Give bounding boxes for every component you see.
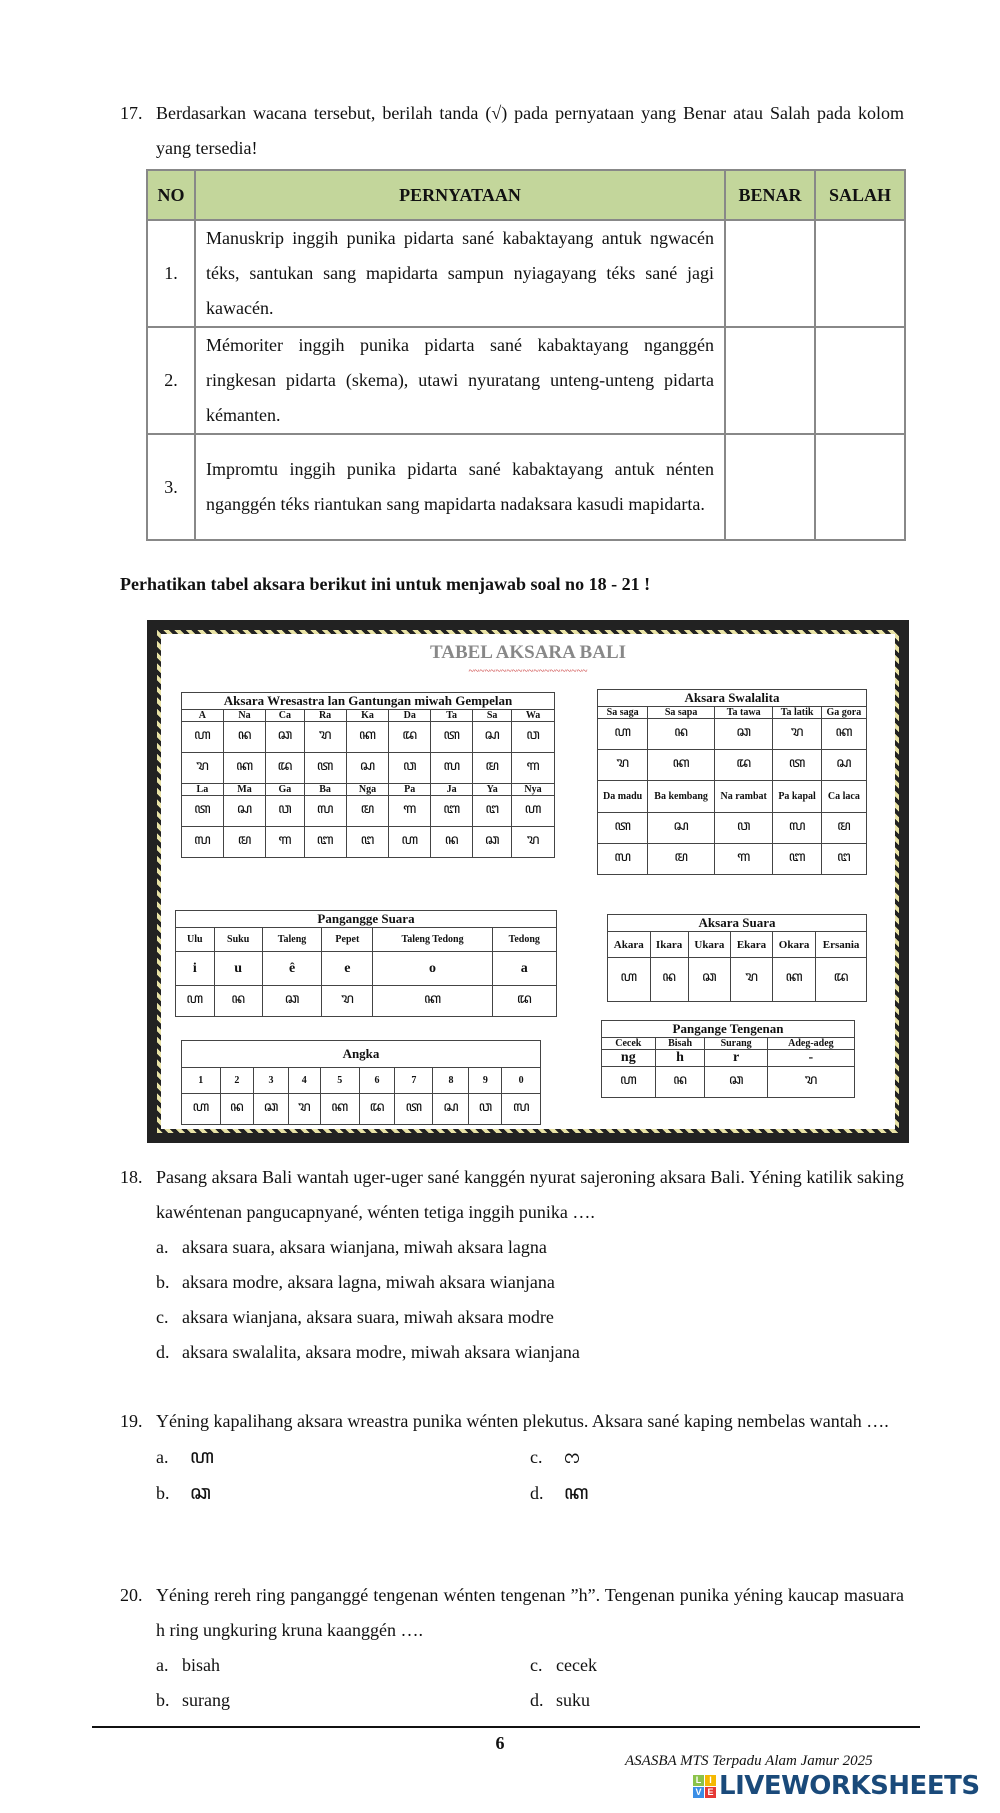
question-text: Yéning rereh ring panganggé tengenan wénten tengenan ”h”. Tengenan punika yéning kaucap masuara h ring ungkuring kruna kaanggén …. bbox=[156, 1585, 904, 1640]
balinese-glyph-icon: ꦢ bbox=[816, 958, 867, 1002]
balinese-glyph-icon: ꦭ bbox=[304, 796, 346, 827]
cell-label: Pa kapal bbox=[773, 781, 821, 813]
question-19 bbox=[120, 1404, 904, 1511]
cell-label: La bbox=[182, 784, 224, 796]
cell-label: Ca laca bbox=[821, 781, 866, 813]
balinese-glyph-icon: ꦲ bbox=[512, 796, 555, 827]
option-letter: c. bbox=[530, 1447, 543, 1467]
balinese-glyph-icon: ꦒ bbox=[266, 827, 304, 858]
balinese-glyph-icon: ꦱ bbox=[346, 753, 389, 784]
cell-label: u bbox=[214, 952, 262, 986]
balinese-glyph-icon: ꦕ bbox=[688, 958, 731, 1002]
option-text: aksara wianjana, aksara suara, miwah aksara modre bbox=[182, 1307, 554, 1327]
balinese-glyph-icon: ꦲ bbox=[190, 1444, 214, 1468]
option-c[interactable] bbox=[530, 1648, 904, 1683]
cell-label: Ta latik bbox=[773, 707, 821, 719]
cell-label: a bbox=[492, 952, 556, 986]
statement-text: Mémoriter inggih punika pidarta sané kabaktayang nganggén ringkesan pidarta (skema), utawi nyuratang unteng-unteng pidarta kémanten. bbox=[195, 327, 725, 434]
wresastra-table bbox=[181, 692, 555, 858]
cell-label: 9 bbox=[469, 1068, 502, 1094]
balinese-glyph-icon: ꦏ bbox=[564, 1480, 589, 1504]
cell-label: r bbox=[705, 1050, 767, 1067]
balinese-glyph-icon: ꦠ bbox=[304, 753, 346, 784]
cell-label: 0 bbox=[502, 1068, 541, 1094]
question-text: Yéning kapalihang aksara wreastra punika wénten plekutus. Aksara sané kaping nembelas wantah …. bbox=[156, 1411, 889, 1431]
cell-label: Wa bbox=[512, 710, 555, 722]
balinese-glyph-icon: ꦩ bbox=[473, 753, 512, 784]
option-text: bisah bbox=[182, 1655, 220, 1675]
option-a[interactable] bbox=[156, 1439, 530, 1475]
balinese-glyph-icon: ꦭ bbox=[182, 827, 224, 858]
balinese-glyph-icon: ꦢ bbox=[492, 986, 556, 1017]
cell-label: Ikara bbox=[650, 932, 688, 958]
balinese-glyph-icon: ꦕ bbox=[473, 827, 512, 858]
cell-label: Akara bbox=[608, 932, 651, 958]
balinese-glyph-icon: ꦕ bbox=[266, 722, 304, 753]
cell-label: Suku bbox=[214, 928, 262, 952]
option-text: cecek bbox=[556, 1655, 597, 1675]
cell-label: Ca bbox=[266, 710, 304, 722]
cell-label: Na bbox=[223, 710, 266, 722]
balinese-glyph-icon: ꦧ bbox=[431, 796, 473, 827]
true-false-table bbox=[146, 169, 906, 541]
row-number: 3. bbox=[147, 434, 195, 540]
table-row bbox=[147, 434, 905, 540]
pangangge-suara-table bbox=[175, 910, 557, 1017]
balinese-glyph-icon: ꦔ bbox=[346, 827, 389, 858]
balinese-glyph-icon: ꦏ bbox=[346, 722, 389, 753]
balinese-glyph-icon: ꦏ bbox=[821, 719, 866, 750]
swalalita-table bbox=[597, 689, 867, 875]
logo-letter: L bbox=[693, 1775, 704, 1786]
balinese-glyph-icon: ꦔ bbox=[821, 844, 866, 875]
cell-label: Pepet bbox=[322, 928, 373, 952]
option-text: aksara swalalita, aksara modre, miwah aksara wianjana bbox=[182, 1342, 580, 1362]
statement-text: Manuskrip inggih punika pidarta sané kabaktayang antuk ngwacén téks, santukan sang mapidarta sampun nyiagayang téks sané jagi kawacén. bbox=[195, 220, 725, 327]
question-20 bbox=[120, 1578, 904, 1718]
live-logo-icon bbox=[693, 1775, 716, 1798]
balinese-glyph-icon: ꦢ bbox=[266, 753, 304, 784]
option-text: surang bbox=[182, 1690, 230, 1710]
cell-label: Ma bbox=[223, 784, 266, 796]
option-letter: c. bbox=[530, 1655, 543, 1675]
row-number: 1. bbox=[147, 220, 195, 327]
question-number: 17. bbox=[120, 103, 143, 123]
cell-label: Ersania bbox=[816, 932, 867, 958]
question-18 bbox=[120, 1160, 904, 1370]
cell-label: Ulu bbox=[176, 928, 215, 952]
balinese-glyph-icon: ꦭ bbox=[598, 844, 648, 875]
cell-label: A bbox=[182, 710, 224, 722]
cell-label: Ra bbox=[304, 710, 346, 722]
balinese-glyph-icon: ꦩ bbox=[821, 813, 866, 844]
balinese-glyph-icon: ꦧ bbox=[304, 827, 346, 858]
answer-true-cell[interactable] bbox=[725, 327, 815, 434]
cell-label: Tedong bbox=[492, 928, 556, 952]
angka-table bbox=[181, 1040, 541, 1125]
question-number: 18. bbox=[120, 1167, 143, 1187]
answer-true-cell[interactable] bbox=[725, 434, 815, 540]
balinese-glyph-icon: ꦱ bbox=[821, 750, 866, 781]
balinese-glyph-icon: ꦫ bbox=[322, 986, 373, 1017]
cell-label: Ja bbox=[431, 784, 473, 796]
balinese-glyph-icon: ꦲ bbox=[389, 827, 431, 858]
cell-label: ng bbox=[602, 1050, 656, 1067]
cell-label: Nya bbox=[512, 784, 555, 796]
footer-divider bbox=[92, 1726, 920, 1728]
answer-true-cell[interactable] bbox=[725, 220, 815, 327]
cell-label: 7 bbox=[395, 1068, 433, 1094]
balinese-subtitle: ~~~~~~~~~~~~~~~~~~~~~~ bbox=[468, 666, 588, 677]
question-17 bbox=[120, 96, 904, 166]
cell-label: Na rambat bbox=[714, 781, 772, 813]
balinese-glyph-icon: ꦫ bbox=[598, 750, 648, 781]
cell-label: Ba kembang bbox=[648, 781, 715, 813]
cell-label: Surang bbox=[705, 1038, 767, 1050]
aksara-suara-table bbox=[607, 914, 867, 1002]
cell-label: 6 bbox=[359, 1068, 394, 1094]
balinese-glyph-icon: ꦤ bbox=[220, 1094, 254, 1125]
header-false: SALAH bbox=[815, 170, 905, 220]
cell-label: Sa sapa bbox=[648, 707, 715, 719]
balinese-glyph-icon: ꦒ bbox=[714, 844, 772, 875]
cell-label: Bisah bbox=[655, 1038, 705, 1050]
balinese-glyph-icon: ꦲ bbox=[608, 958, 651, 1002]
balinese-glyph-icon: ꦢ bbox=[359, 1094, 394, 1125]
statement-text: Impromtu inggih punika pidarta sané kabaktayang antuk nénten nganggén téks riantukan sang mapidarta nadaksara kasudi mapidarta. bbox=[195, 434, 725, 540]
balinese-glyph-icon: ꦮ bbox=[469, 1094, 502, 1125]
balinese-glyph-icon: ꦒ bbox=[512, 753, 555, 784]
option-letter: a. bbox=[156, 1447, 169, 1467]
option-d[interactable] bbox=[530, 1683, 904, 1718]
option-letter: d. bbox=[156, 1342, 170, 1362]
balinese-glyph-icon: ꦏ bbox=[772, 958, 815, 1002]
balinese-glyph-icon: ꦤ bbox=[214, 986, 262, 1017]
cell-label: e bbox=[322, 952, 373, 986]
cell-label: 4 bbox=[288, 1068, 320, 1094]
balinese-glyph-icon: ꦱ bbox=[433, 1094, 469, 1125]
logo-letter: I bbox=[705, 1775, 716, 1786]
answer-false-cell[interactable] bbox=[815, 220, 905, 327]
balinese-glyph-icon: ꦫ bbox=[767, 1067, 854, 1098]
cell-label: Ya bbox=[473, 784, 512, 796]
cell-label: h bbox=[655, 1050, 705, 1067]
cell-label: Ga gora bbox=[821, 707, 866, 719]
balinese-glyph-icon: ꦕ bbox=[254, 1094, 289, 1125]
cell-label: Nga bbox=[346, 784, 389, 796]
option-text: suku bbox=[556, 1690, 591, 1710]
option-letter: b. bbox=[156, 1483, 170, 1503]
table-title: Aksara Swalalita bbox=[598, 690, 867, 707]
balinese-glyph-icon: ꦫ bbox=[731, 958, 773, 1002]
balinese-glyph-icon: ꦏ bbox=[223, 753, 266, 784]
cell-label: Ga bbox=[266, 784, 304, 796]
cell-label: Cecek bbox=[602, 1038, 656, 1050]
option-a[interactable] bbox=[156, 1648, 530, 1683]
option-letter: a. bbox=[156, 1655, 169, 1675]
cell-label: Ta bbox=[431, 710, 473, 722]
balinese-glyph-icon: ꦫ bbox=[512, 827, 555, 858]
option-text: aksara suara, aksara wianjana, miwah aksara lagna bbox=[182, 1237, 547, 1257]
balinese-glyph-icon: ꦲ bbox=[598, 719, 648, 750]
table-row bbox=[147, 327, 905, 434]
balinese-glyph-icon: ꦲ bbox=[182, 722, 224, 753]
balinese-glyph-icon: ꦠ bbox=[598, 813, 648, 844]
option-d[interactable] bbox=[156, 1335, 904, 1370]
table-title: Aksara Suara bbox=[608, 915, 867, 932]
cell-label: Ekara bbox=[731, 932, 773, 958]
table-title: Aksara Wresastra lan Gantungan miwah Gempelan bbox=[182, 693, 555, 710]
cell-label: Taleng Tedong bbox=[373, 928, 492, 952]
option-b[interactable] bbox=[156, 1475, 530, 1511]
balinese-glyph-icon: ꦔ bbox=[473, 796, 512, 827]
table-title: Pangange Tengenan bbox=[602, 1021, 855, 1038]
balinese-glyph-icon: ꦏ bbox=[373, 986, 492, 1017]
balinese-glyph-icon: ꦕ bbox=[262, 986, 321, 1017]
option-d[interactable] bbox=[530, 1475, 904, 1511]
table-row bbox=[147, 220, 905, 327]
cell-label: Ka bbox=[346, 710, 389, 722]
balinese-glyph-icon: ꦠ bbox=[431, 722, 473, 753]
balinese-glyph-icon: ꦏ bbox=[648, 750, 715, 781]
cell-label: ê bbox=[262, 952, 321, 986]
cell-label: 8 bbox=[433, 1068, 469, 1094]
header-statement: PERNYATAAN bbox=[195, 170, 725, 220]
balinese-glyph-icon: ᦂ bbox=[564, 1444, 580, 1468]
page-number: 6 bbox=[495, 1733, 505, 1753]
cell-label: Okara bbox=[772, 932, 815, 958]
question-number: 20. bbox=[120, 1585, 143, 1605]
balinese-glyph-icon: ꦮ bbox=[389, 753, 431, 784]
cell-label: Ukara bbox=[688, 932, 731, 958]
header-no: NO bbox=[147, 170, 195, 220]
table-title: Pangangge Suara bbox=[176, 911, 557, 928]
option-letter: c. bbox=[156, 1307, 169, 1327]
balinese-glyph-icon: ꦤ bbox=[650, 958, 688, 1002]
balinese-glyph-icon: ꦱ bbox=[648, 813, 715, 844]
balinese-glyph-icon: ꦩ bbox=[648, 844, 715, 875]
cell-label: 1 bbox=[182, 1068, 221, 1094]
balinese-glyph-icon: ꦲ bbox=[182, 1094, 221, 1125]
cell-label: Sa saga bbox=[598, 707, 648, 719]
cell-label: Sa bbox=[473, 710, 512, 722]
question-text: Pasang aksara Bali wantah uger-uger sané kanggén nyurat sajeroning aksara Bali. Yéning katilik saking kawéntenan pangucapnyané, wénten tetiga inggih punika …. bbox=[156, 1167, 904, 1222]
balinese-glyph-icon: ꦲ bbox=[602, 1067, 656, 1098]
cell-label: i bbox=[176, 952, 215, 986]
balinese-glyph-icon: ꦕ bbox=[714, 719, 772, 750]
balinese-glyph-icon: ꦢ bbox=[714, 750, 772, 781]
balinese-glyph-icon: ꦩ bbox=[223, 827, 266, 858]
pangange-tengenan-table bbox=[601, 1020, 855, 1098]
option-b[interactable] bbox=[156, 1683, 530, 1718]
option-b[interactable] bbox=[156, 1265, 904, 1300]
answer-false-cell[interactable] bbox=[815, 434, 905, 540]
balinese-glyph-icon: ꦢ bbox=[389, 722, 431, 753]
balinese-glyph-icon: ꦮ bbox=[512, 722, 555, 753]
balinese-glyph-icon: ꦱ bbox=[473, 722, 512, 753]
option-text: aksara modre, aksara lagna, miwah aksara wianjana bbox=[182, 1272, 555, 1292]
balinese-glyph-icon: ꦭ bbox=[773, 813, 821, 844]
option-letter: a. bbox=[156, 1237, 169, 1257]
cell-label: 5 bbox=[320, 1068, 359, 1094]
balinese-glyph-icon: ꦫ bbox=[182, 753, 224, 784]
option-letter: b. bbox=[156, 1272, 170, 1292]
option-c[interactable] bbox=[530, 1439, 904, 1475]
question-number: 19. bbox=[120, 1411, 143, 1431]
balinese-glyph-icon: ꦕ bbox=[190, 1480, 211, 1504]
balinese-glyph-icon: ꦠ bbox=[182, 796, 224, 827]
instruction-text: Perhatikan tabel aksara berikut ini untuk menjawab soal no 18 - 21 ! bbox=[120, 574, 651, 594]
cell-label: Da madu bbox=[598, 781, 648, 813]
question-text: Berdasarkan wacana tersebut, berilah tanda (√) pada pernyataan yang Benar atau Salah pada kolom yang tersedia! bbox=[156, 103, 904, 158]
cell-label: Ba bbox=[304, 784, 346, 796]
balinese-glyph-icon: ꦱ bbox=[223, 796, 266, 827]
balinese-glyph-icon: ꦤ bbox=[648, 719, 715, 750]
option-a[interactable] bbox=[156, 1230, 904, 1265]
balinese-glyph-icon: ꦤ bbox=[431, 827, 473, 858]
header-true: BENAR bbox=[725, 170, 815, 220]
balinese-glyph-icon: ꦠ bbox=[395, 1094, 433, 1125]
balinese-glyph-icon: ꦲ bbox=[176, 986, 215, 1017]
balinese-glyph-icon: ꦮ bbox=[714, 813, 772, 844]
balinese-glyph-icon: ꦤ bbox=[655, 1067, 705, 1098]
option-letter: d. bbox=[530, 1690, 544, 1710]
balinese-glyph-icon: ꦮ bbox=[266, 796, 304, 827]
balinese-glyph-icon: ꦭ bbox=[502, 1094, 541, 1125]
option-c[interactable] bbox=[156, 1300, 904, 1335]
logo-letter: V bbox=[693, 1787, 704, 1798]
row-number: 2. bbox=[147, 327, 195, 434]
logo-letter: E bbox=[705, 1787, 716, 1798]
liveworksheets-logo bbox=[693, 1771, 980, 1801]
cell-label: o bbox=[373, 952, 492, 986]
balinese-glyph-icon: ꦫ bbox=[304, 722, 346, 753]
answer-false-cell[interactable] bbox=[815, 327, 905, 434]
balinese-glyph-icon: ꦒ bbox=[389, 796, 431, 827]
balinese-glyph-icon: ꦩ bbox=[346, 796, 389, 827]
balinese-glyph-icon: ꦫ bbox=[288, 1094, 320, 1125]
cell-label: 3 bbox=[254, 1068, 289, 1094]
cell-label: 2 bbox=[220, 1068, 254, 1094]
option-letter: d. bbox=[530, 1483, 544, 1503]
table-title: Angka bbox=[182, 1041, 541, 1068]
brand-name: LIVEWORKSHEETS bbox=[719, 1771, 980, 1801]
balinese-glyph-icon: ꦠ bbox=[773, 750, 821, 781]
balinese-glyph-icon: ꦕ bbox=[705, 1067, 767, 1098]
balinese-glyph-icon: ꦏ bbox=[320, 1094, 359, 1125]
balinese-glyph-icon: ꦧ bbox=[773, 844, 821, 875]
cell-label: Pa bbox=[389, 784, 431, 796]
balinese-glyph-icon: ꦫ bbox=[773, 719, 821, 750]
balinese-glyph-icon: ꦭ bbox=[431, 753, 473, 784]
cell-label: Da bbox=[389, 710, 431, 722]
balinese-glyph-icon: ꦤ bbox=[223, 722, 266, 753]
cell-label: Taleng bbox=[262, 928, 321, 952]
aksara-bali-table-image bbox=[147, 620, 909, 1143]
footer-school: ASASBA MTS Terpadu Alam Jamur 2025 bbox=[625, 1753, 873, 1769]
option-letter: b. bbox=[156, 1690, 170, 1710]
cell-label: Adeg-adeg bbox=[767, 1038, 854, 1050]
aksara-title: TABEL AKSARA BALI bbox=[429, 642, 627, 663]
cell-label: - bbox=[767, 1050, 854, 1067]
cell-label: Ta tawa bbox=[714, 707, 772, 719]
